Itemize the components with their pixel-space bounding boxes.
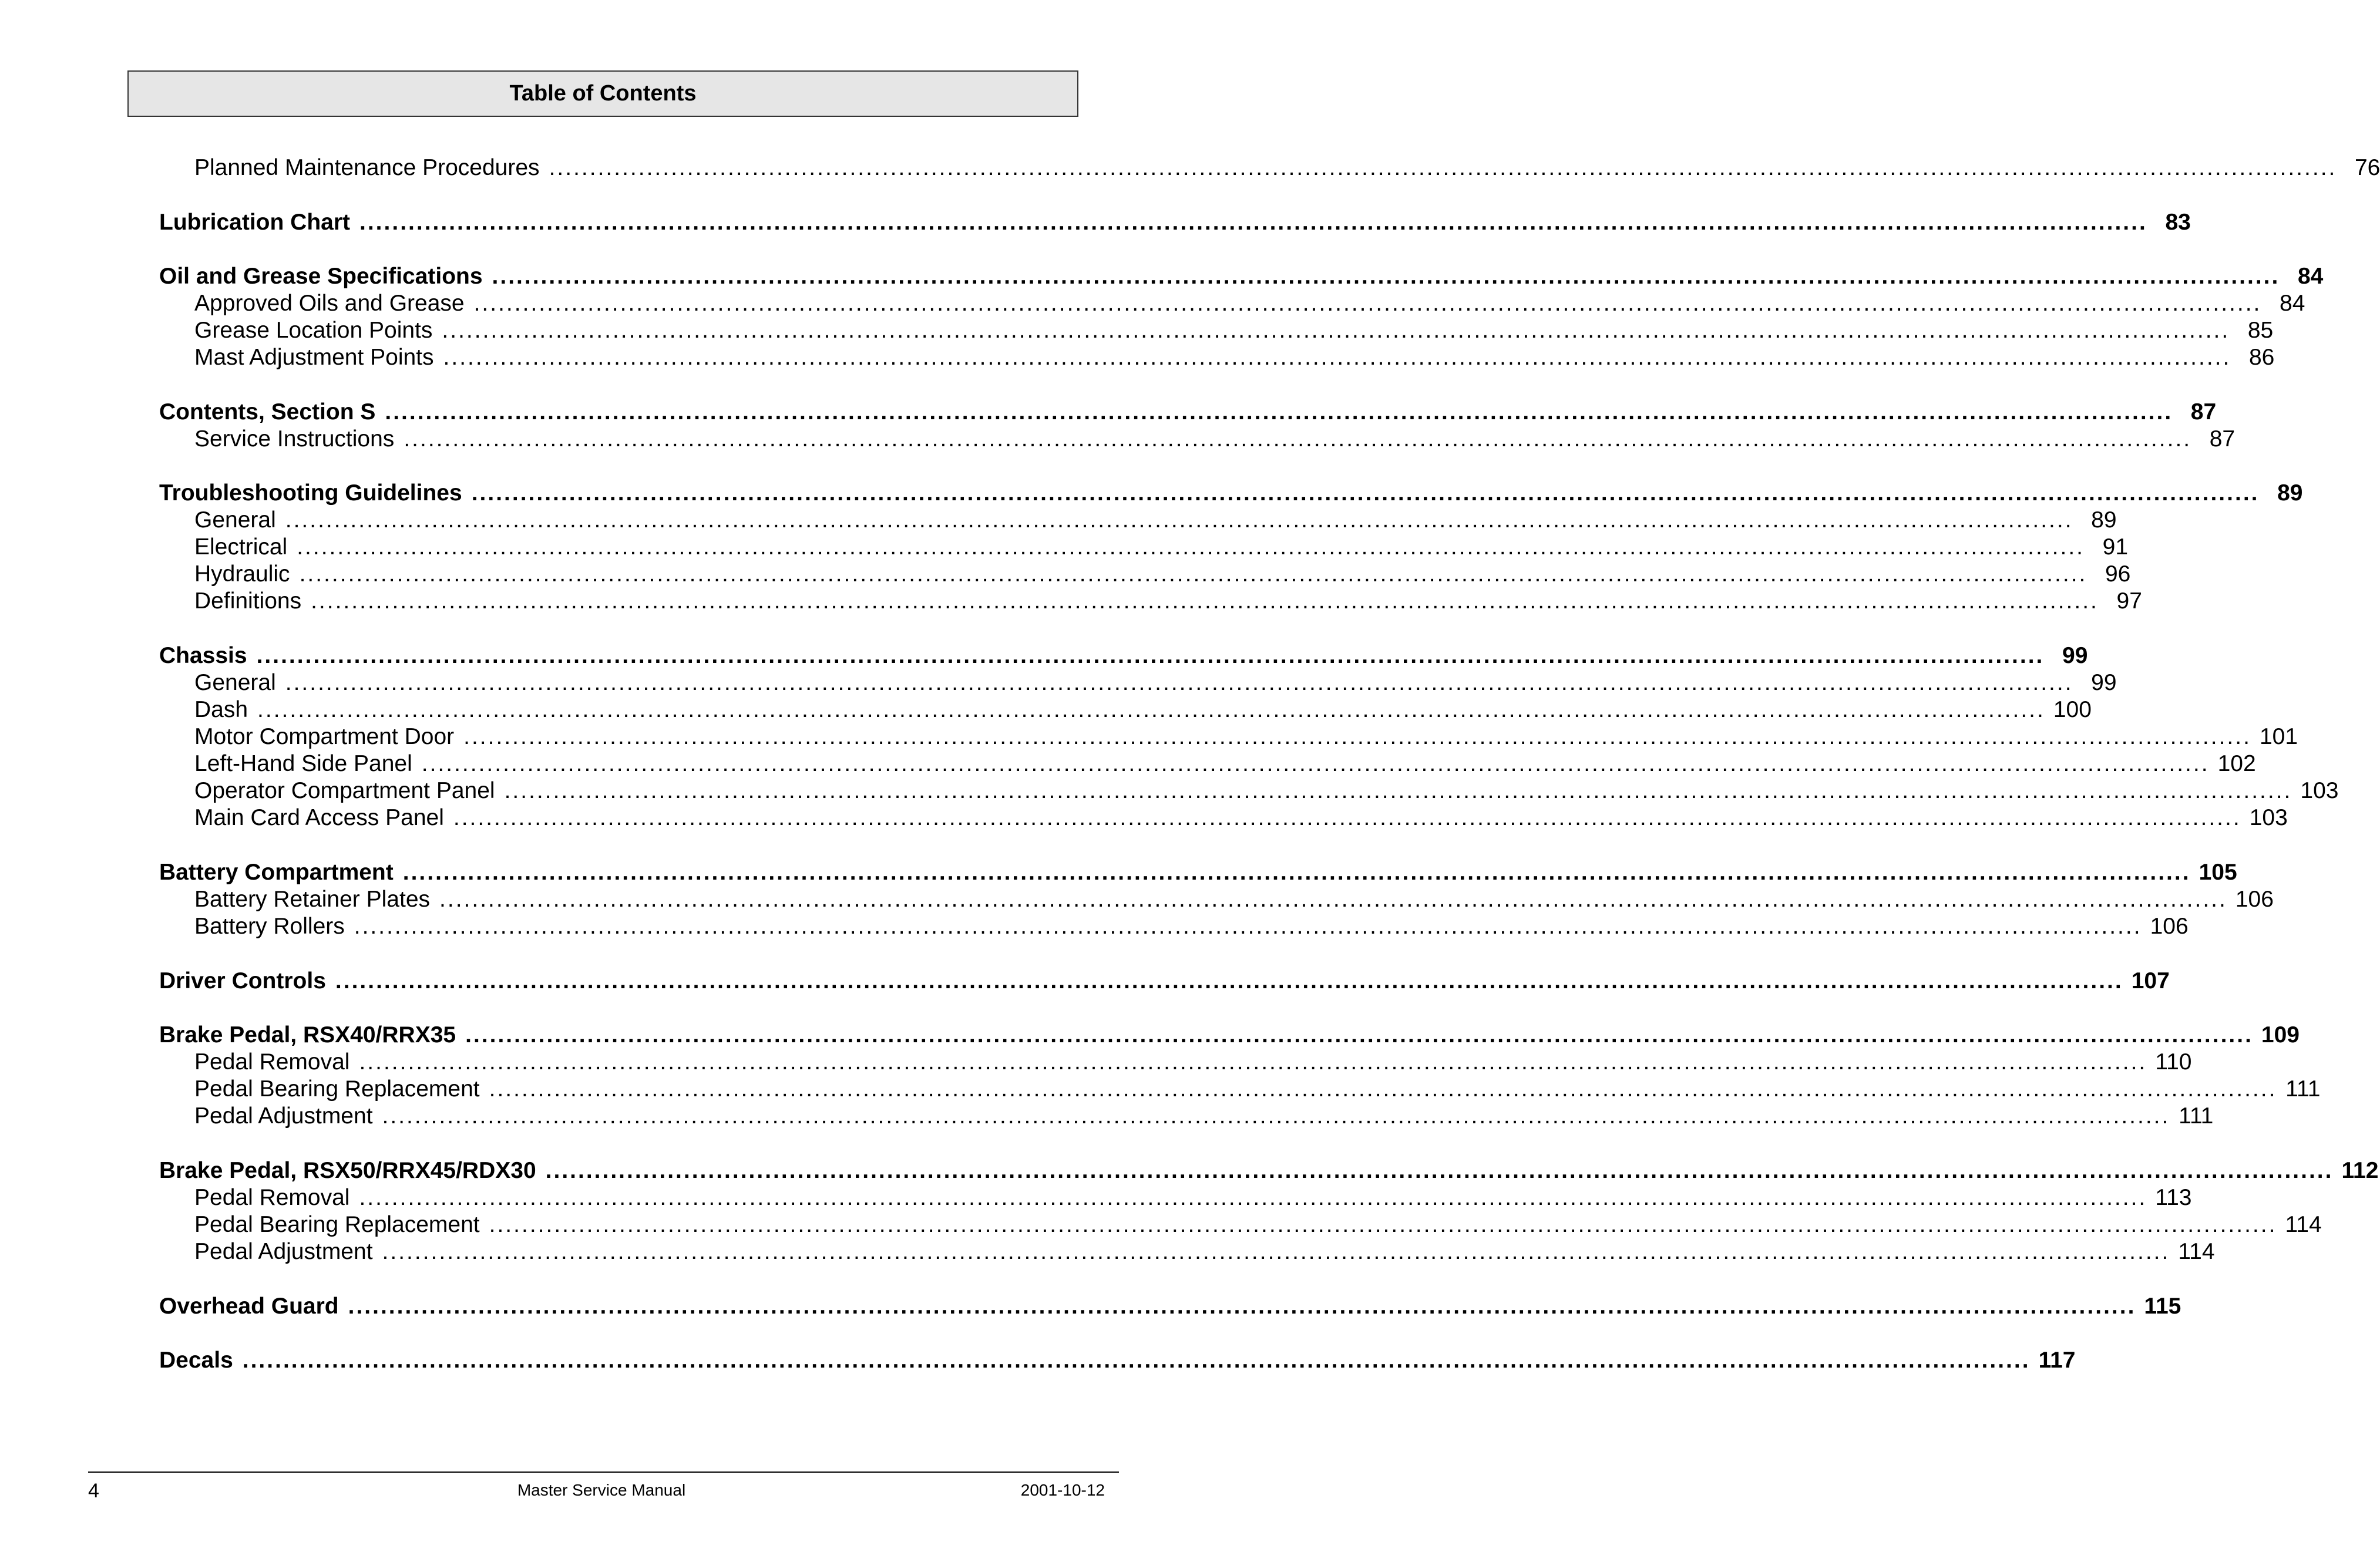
toc-heading-entry[interactable] [159,968,2170,995]
toc-entry-label: Pedal Adjustment [194,1239,373,1264]
toc-entry-page: 111 [2179,1103,2214,1129]
toc-entry-page: 115 [2144,1294,2181,1319]
dot-leader: ............................................................................................................................................................................................................................ [439,887,2227,912]
dot-leader: ............................................................................................................................................................................................................................ [385,399,2173,425]
toc-subentry[interactable] [194,154,2380,181]
toc-entry-page: 89 [2277,480,2303,506]
toc-subentry[interactable] [194,913,2189,940]
toc-entry-label: Pedal Adjustment [194,1103,373,1129]
toc-title-box [127,70,1078,117]
toc-entry-label: Battery Rollers [194,914,345,939]
toc-entry-label: Dash [194,697,248,722]
toc-subentry[interactable] [194,696,2092,723]
dot-leader: ............................................................................................................................................................................................................................ [545,1158,2334,1183]
toc-entry-page: 112 [2341,1158,2379,1183]
toc-entry-label: Oil and Grease Specifications [159,264,483,289]
toc-entry-label: Brake Pedal, RSX40/RRX35 [159,1022,456,1048]
toc-entry-label: Overhead Guard [159,1294,339,1319]
toc-entry-label: Service Instructions [194,426,395,452]
toc-entry-label: Pedal Removal [194,1049,350,1075]
toc-entry-page: 76 [2354,155,2380,180]
toc-entry-page: 96 [2105,561,2131,587]
toc-title: Table of Contents [509,81,697,106]
footer-manual-title: Master Service Manual [517,1481,686,1499]
toc-subentry[interactable] [194,1049,2192,1076]
toc-entry-label: Chassis [159,643,247,668]
dot-leader: ............................................................................................................................................................................................................................ [359,1049,2147,1075]
toc-entry-page: 99 [2091,670,2117,695]
dot-leader: ............................................................................................................................................................................................................................ [443,345,2231,370]
toc-subentry[interactable] [194,290,2305,317]
toc-subentry[interactable] [194,886,2274,913]
toc-entry-page: 83 [2165,210,2191,235]
toc-entry-page: 86 [2248,345,2275,370]
dot-leader: ............................................................................................................................................................................................................................ [463,724,2251,749]
dot-leader: ............................................................................................................................................................................................................................ [348,1294,2136,1319]
toc-entry-label: Motor Compartment Door [194,724,455,749]
toc-entry-page: 114 [2285,1212,2322,1237]
dot-leader: ............................................................................................................................................................................................................................ [285,670,2073,695]
dot-leader: ............................................................................................................................................................................................................................ [257,697,2045,722]
toc-subentry[interactable] [194,1184,2192,1211]
toc-subentry[interactable] [194,317,2274,344]
dot-leader: ............................................................................................................................................................................................................................ [453,805,2241,830]
toc-entry-page: 100 [2053,697,2092,722]
toc-heading-entry[interactable] [159,1347,2076,1374]
toc-entry-label: Operator Compartment Panel [194,778,495,803]
toc-entry-page: 106 [2150,914,2189,939]
toc-entry-label: Definitions [194,588,302,614]
toc-entry-page: 84 [2280,291,2305,316]
toc-heading-entry[interactable] [159,1293,2181,1320]
toc-heading-entry[interactable] [159,399,2217,426]
toc-entry-label: Electrical [194,534,288,560]
toc-entry-label: Planned Maintenance Procedures [194,155,540,180]
toc-subentry[interactable] [194,1211,2322,1238]
dot-leader: ............................................................................................................................................................................................................................ [404,426,2192,452]
dot-leader: ............................................................................................................................................................................................................................ [335,968,2123,994]
toc-entry-label: Brake Pedal, RSX50/RRX45/RDX30 [159,1158,536,1183]
toc-subentry[interactable] [194,1238,2215,1265]
toc-entry-page: 113 [2155,1185,2192,1210]
toc-heading-entry[interactable] [159,480,2303,507]
toc-entry-page: 110 [2155,1049,2192,1075]
toc-subentry[interactable] [194,426,2236,453]
toc-entry-label: Contents, Section S [159,399,376,425]
toc-entry-page: 102 [2217,751,2256,776]
toc-entry-label: Hydraulic [194,561,290,587]
toc-entry-page: 87 [2209,426,2236,452]
toc-entry-page: 99 [2062,643,2088,668]
toc-entry-label: Battery Retainer Plates [194,887,431,912]
dot-leader: ............................................................................................................................................................................................................................ [285,507,2073,533]
toc-entry-label: Decals [159,1348,233,1373]
toc-entry-page: 114 [2178,1239,2215,1264]
toc-entry-label: Grease Location Points [194,318,433,343]
dot-leader: ............................................................................................................................................................................................................................ [489,1212,2277,1237]
toc-subentry[interactable] [194,561,2131,588]
dot-leader: ............................................................................................................................................................................................................................ [311,588,2099,614]
toc-entry-page: 97 [2116,588,2142,614]
toc-heading-entry[interactable] [159,263,2324,290]
toc-heading-entry[interactable] [159,1157,2379,1184]
toc-entry-page: 85 [2247,318,2274,343]
toc-entry-page: 103 [2300,778,2339,803]
dot-leader: ............................................................................................................................................................................................................................ [299,561,2087,587]
toc-entry-label: Battery Compartment [159,860,394,885]
dot-leader: ............................................................................................................................................................................................................................ [471,480,2260,506]
dot-leader: ............................................................................................................................................................................................................................ [465,1022,2253,1048]
toc-entry-label: Pedal Bearing Replacement [194,1076,480,1102]
dot-leader: ............................................................................................................................................................................................................................ [549,155,2337,180]
dot-leader: ............................................................................................................................................................................................................................ [489,1076,2277,1102]
dot-leader: ............................................................................................................................................................................................................................ [504,778,2292,803]
toc-subentry[interactable] [194,534,2129,561]
toc-entry-page: 109 [2261,1022,2300,1048]
dot-leader: ............................................................................................................................................................................................................................ [382,1103,2170,1129]
footer-page-number: 4 [88,1480,99,1502]
dot-leader: ............................................................................................................................................................................................................................ [242,1348,2031,1373]
toc-subentry[interactable] [194,723,2298,750]
toc-subentry[interactable] [194,1103,2214,1130]
dot-leader: ............................................................................................................................................................................................................................ [354,914,2142,939]
toc-subentry[interactable] [194,669,2117,696]
dot-leader: ............................................................................................................................................................................................................................ [359,210,2147,235]
toc-entry-page: 111 [2285,1076,2321,1102]
toc-entry-label: Driver Controls [159,968,326,994]
dot-leader: ............................................................................................................................................................................................................................ [402,860,2191,885]
toc-subentry[interactable] [194,1076,2321,1103]
footer-divider [88,1472,1119,1473]
toc-entry-page: 106 [2235,887,2274,912]
toc-entry-page: 101 [2259,724,2298,749]
toc-subentry[interactable] [194,750,2256,777]
toc-entry-label: Lubrication Chart [159,210,351,235]
dot-leader: ............................................................................................................................................................................................................................ [421,751,2210,776]
toc-heading-entry[interactable] [159,1022,2300,1049]
toc-entry-label: Troubleshooting Guidelines [159,480,462,506]
footer-date: 2001-10-12 [1020,1481,1105,1499]
toc-entry-label: Main Card Access Panel [194,805,444,830]
toc-entry-label: General [194,507,276,533]
toc-entry-label: Mast Adjustment Points [194,345,434,370]
dot-leader: ............................................................................................................................................................................................................................ [442,318,2230,343]
toc-entry-label: Pedal Bearing Replacement [194,1212,480,1237]
toc-subentry[interactable] [194,507,2117,534]
toc-entry-page: 117 [2038,1348,2076,1373]
dot-leader: ............................................................................................................................................................................................................................ [473,291,2262,316]
toc-heading-entry[interactable] [159,859,2237,886]
toc-subentry[interactable] [194,777,2339,804]
dot-leader: ............................................................................................................................................................................................................................ [382,1239,2170,1264]
toc-entry-page: 107 [2131,968,2170,994]
toc-entry-page: 105 [2199,860,2237,885]
toc-subentry[interactable] [194,344,2275,371]
toc-entry-label: Pedal Removal [194,1185,350,1210]
dot-leader: ............................................................................................................................................................................................................................ [359,1185,2147,1210]
dot-leader: ............................................................................................................................................................................................................................ [297,534,2085,560]
dot-leader: ............................................................................................................................................................................................................................ [492,264,2280,289]
toc-subentry[interactable] [194,804,2288,831]
toc-entry-label: Left-Hand Side Panel [194,751,412,776]
toc-entry-page: 91 [2102,534,2129,560]
toc-entry-page: 87 [2190,399,2217,425]
toc-heading-entry[interactable] [159,642,2088,669]
toc-subentry[interactable] [194,588,2142,615]
toc-entry-page: 84 [2297,264,2324,289]
dot-leader: ............................................................................................................................................................................................................................ [256,643,2045,668]
toc-entry-label: General [194,670,276,695]
toc-heading-entry[interactable] [159,209,2191,236]
toc-entry-label: Approved Oils and Grease [194,291,465,316]
toc-entry-page: 89 [2091,507,2117,533]
toc-entry-page: 103 [2249,805,2288,830]
